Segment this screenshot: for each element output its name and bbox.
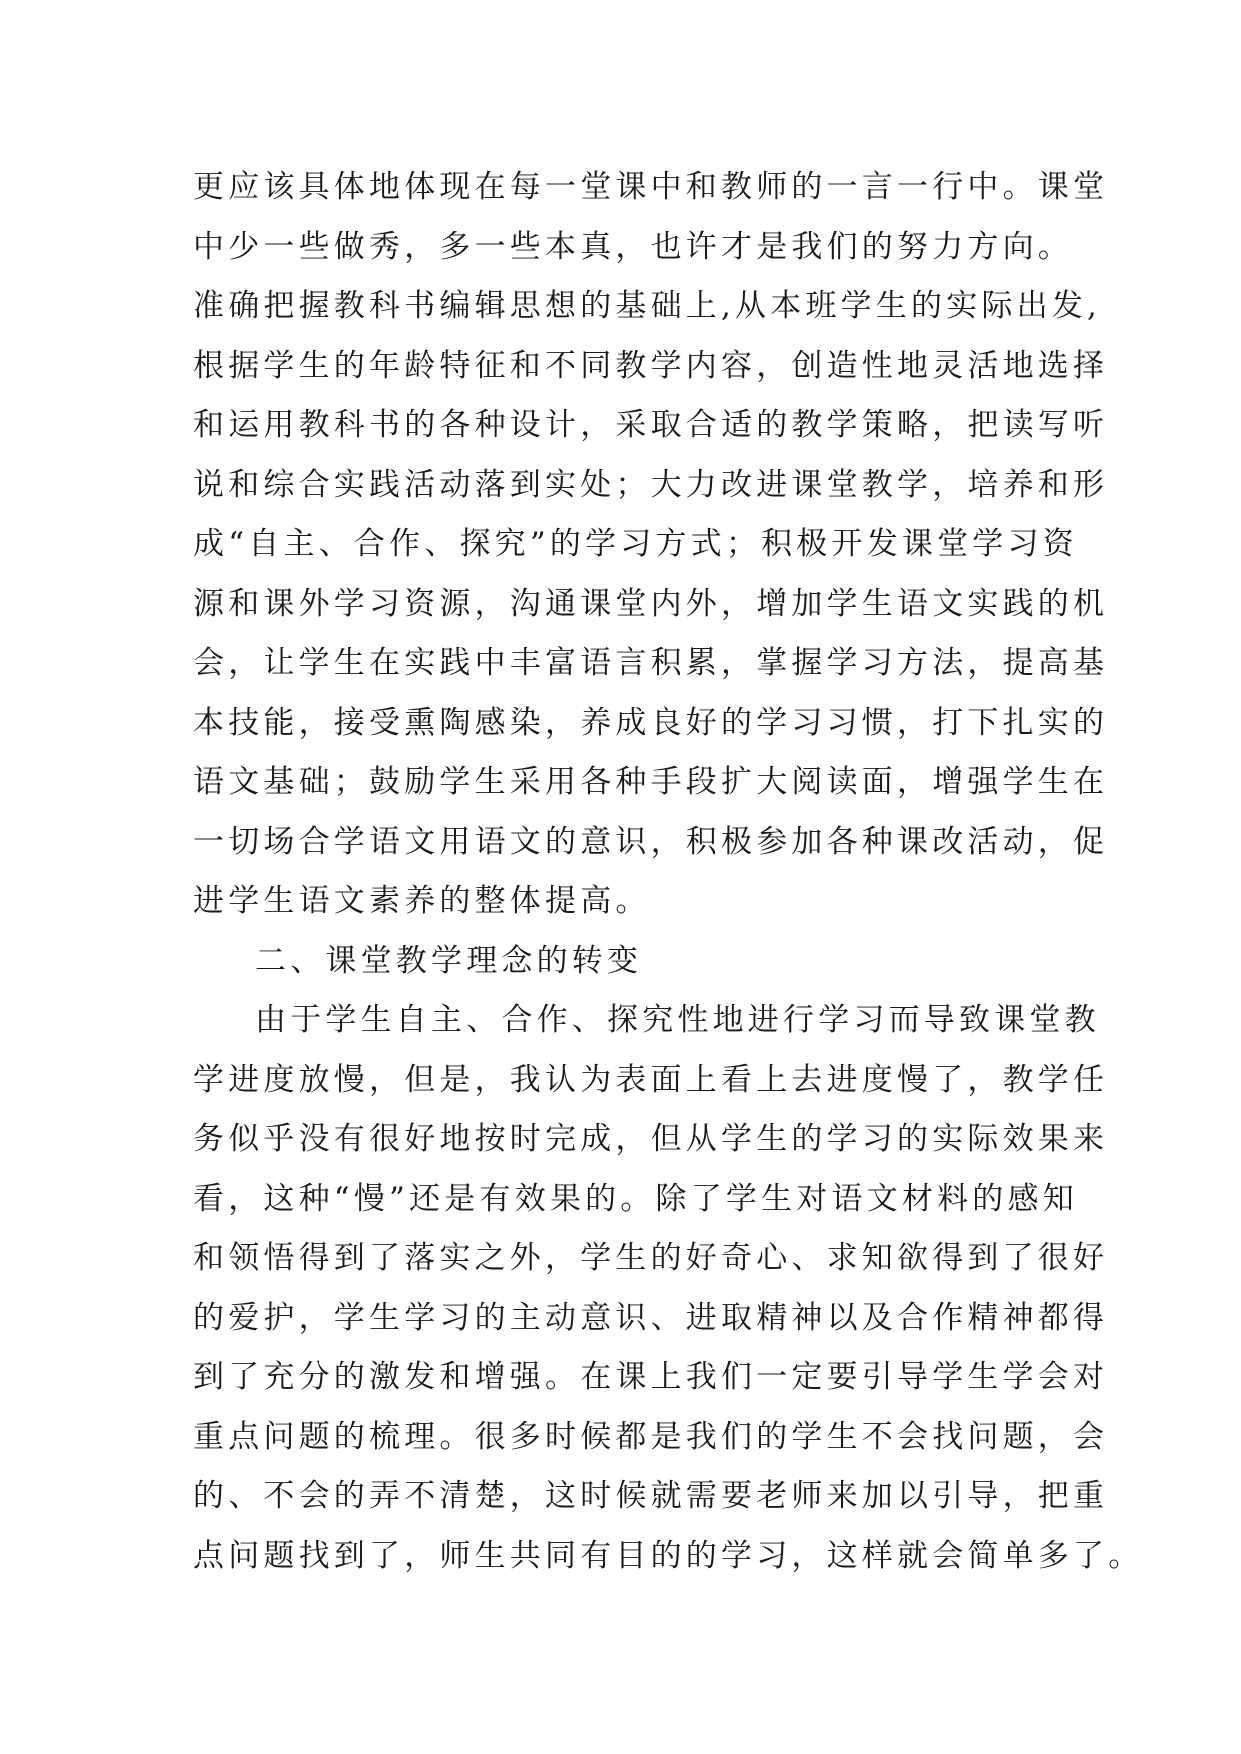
text-line: 点问题找到了，师生共同有目的的学习，这样就会简单多了。	[193, 1537, 1144, 1574]
text-line: 的爱护，学生学习的主动意识、进取精神以及合作精神都得	[193, 1299, 1109, 1336]
text-line: 看，这种“慢”还是有效果的。除了学生对语文材料的感知	[193, 1180, 1078, 1217]
text-line: 重点问题的梳理。很多时候都是我们的学生不会找问题，会	[193, 1418, 1109, 1455]
text-line: 学进度放慢，但是，我认为表面上看上去进度慢了，教学任	[193, 1061, 1109, 1098]
text-line: 一切场合学语文用语文的意识，积极参加各种课改活动，促	[193, 823, 1109, 860]
paragraph-first-line: 由于学生自主、合作、探究性地进行学习而导致课堂教	[255, 1002, 1100, 1038]
text-line: 源和课外学习资源，沟通课堂内外，增加学生语文实践的机	[193, 585, 1109, 622]
text-line: 准确把握教科书编辑思想的基础上,从本班学生的实际出发,	[193, 288, 1102, 324]
text-line: 进学生语文素养的整体提高。	[193, 883, 651, 919]
text-line: 本技能，接受熏陶感染，养成良好的学习习惯，打下扎实的	[193, 704, 1109, 741]
text-line: 和领悟得到了落实之外，学生的好奇心、求知欲得到了很好	[193, 1240, 1109, 1276]
document-body	[193, 158, 1144, 1586]
section-heading: 二、课堂教学理念的转变	[255, 942, 643, 979]
text-line: 的、不会的弄不清楚，这时候就需要老师来加以引导，把重	[193, 1478, 1109, 1514]
text-line: 更应该具体地体现在每一堂课中和教师的一言一行中。课堂	[193, 169, 1109, 205]
text-line: 务似乎没有很好地按时完成，但从学生的学习的实际效果来	[193, 1121, 1109, 1157]
text-line: 说和综合实践活动落到实处；大力改进课堂教学，培养和形	[193, 466, 1109, 503]
text-line: 语文基础；鼓励学生采用各种手段扩大阅读面，增强学生在	[193, 764, 1109, 800]
text-line: 中少一些做秀，多一些本真，也许才是我们的努力方向。	[193, 228, 1073, 265]
text-line: 会，让学生在实践中丰富语言积累，掌握学习方法，提高基	[193, 645, 1109, 681]
text-line: 到了充分的激发和增强。在课上我们一定要引导学生学会对	[193, 1359, 1109, 1395]
text-line: 根据学生的年龄特征和不同教学内容，创造性地灵活地选择	[193, 347, 1109, 384]
text-line: 成“自主、合作、探究”的学习方式；积极开发课堂学习资	[193, 526, 1078, 562]
text-line: 和运用教科书的各种设计，采取合适的教学策略，把读写听	[193, 407, 1109, 443]
